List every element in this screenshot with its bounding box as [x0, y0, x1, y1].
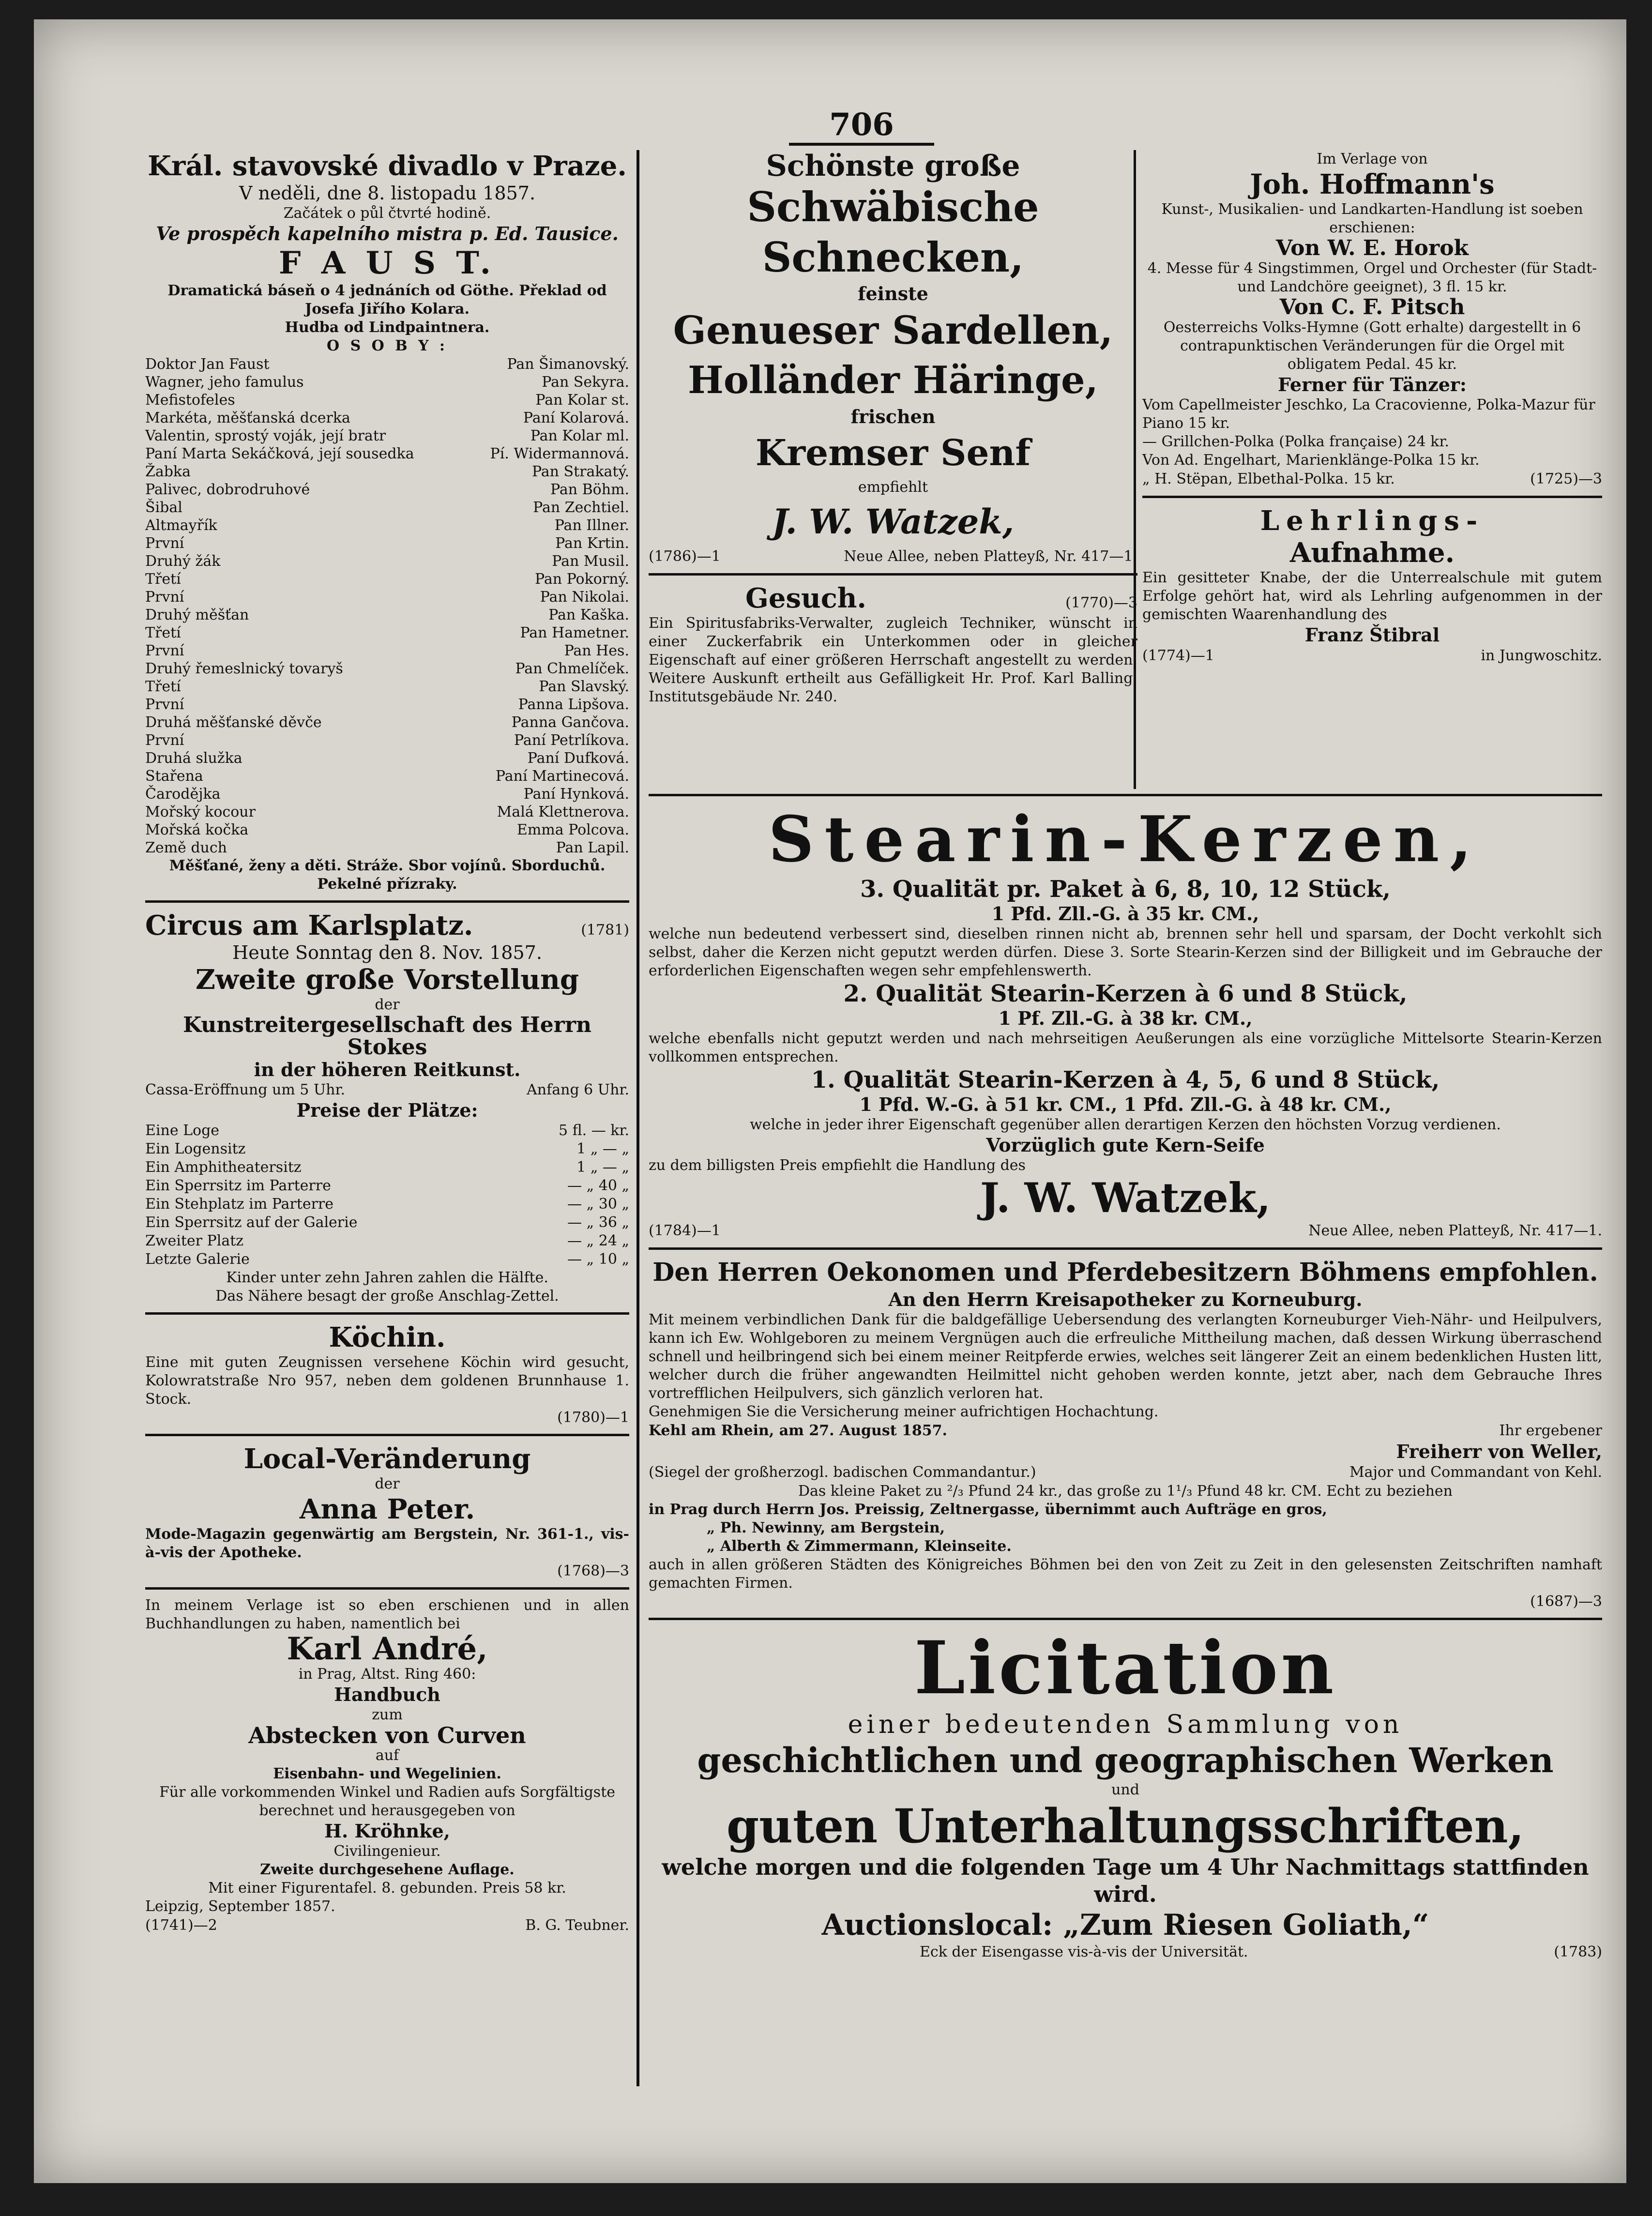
cast-actor: Paní Martinecová.	[495, 768, 629, 785]
oekonom-title: Den Herren Oekonomen und Pferdebesitzern Böhmens empfohlen.	[652, 1258, 1598, 1287]
cast-actor: Panna Gančova.	[511, 714, 629, 731]
oekonom-rank: Major und Commandant von Kehl.	[1349, 1464, 1602, 1481]
circus-company: Kunstreitergesellschaft des Herrn Stokes	[182, 1013, 592, 1060]
watzek-ref: (1786)—1	[649, 548, 721, 565]
kochin-text: Eine mit guten Zeugnissen versehene Köchin wird gesucht, Kolowratstraße Nro 957, neben dem goldenen Brunnhause 1. Stock.	[145, 1354, 629, 1408]
cast-actor: Pí. Widermannová.	[490, 445, 629, 462]
andre-book: Handbuch	[334, 1684, 440, 1705]
seat-type: Ein Sperrsitz auf der Galerie	[145, 1214, 358, 1231]
oekonom-price: Das kleine Paket zu ²/₃ Pfund 24 kr., das große zu 1¹/₃ Pfund 48 kr. CM. Echt zu beziehen	[798, 1483, 1453, 1500]
cast-role: Třetí	[145, 678, 181, 695]
licitation-title: Licitation	[914, 1625, 1337, 1711]
cast-actor: Panna Lipšova.	[518, 696, 629, 713]
andre-title: Abstecken von Curven	[248, 1722, 526, 1748]
cast-row	[145, 606, 629, 624]
lehrling-title: Lehrlings-	[1260, 505, 1485, 537]
hoffmann-dance: Vom Capellmeister Jeschko, La Cracovienne, Polka-Mazur für Piano 15 kr.	[1142, 396, 1595, 432]
licitation-line: Eck der Eisengasse vis-à-vis der Universität.	[920, 1943, 1248, 1960]
gesuch-ad	[649, 582, 1137, 706]
hoffmann-desc: Kunst-, Musikalien- und Landkarten-Handlung ist soeben erschienen:	[1161, 201, 1583, 236]
quality-price: 1 Pfd. W.-G. à 51 kr. CM., 1 Pfd. Zll.-G. à 48 kr. CM.,	[859, 1093, 1392, 1115]
theater-footer: Měšťané, ženy a děti. Stráže. Sbor vojínů. Sborduchů.	[169, 857, 606, 874]
cast-actor: Pan Krtin.	[555, 535, 629, 552]
andre-auf: auf	[375, 1747, 399, 1764]
hoffmann-ref: (1725)—3	[1530, 471, 1602, 487]
cast-actor: Pan Šimanovský.	[507, 356, 629, 373]
seat-type: Ein Stehplatz im Parterre	[145, 1196, 334, 1213]
cast-actor: Pan Illner.	[554, 517, 629, 534]
andre-author: H. Kröhnke,	[324, 1820, 450, 1842]
cast-role: Valentin, sprostý voják, její bratr	[145, 427, 386, 444]
lehrling-ref: (1774)—1	[1142, 647, 1214, 664]
cast-role: Čarodějka	[145, 786, 221, 803]
oekonom-sub: An den Herrn Kreisapotheker zu Korneuburg.	[888, 1289, 1363, 1310]
price-row	[145, 1122, 629, 1140]
ad-line: Holländer Häringe,	[688, 358, 1098, 402]
ad-line: frischen	[850, 406, 936, 427]
cast-role: Mefistofeles	[145, 392, 235, 409]
circus-title: Circus am Karlsplatz.	[145, 910, 473, 941]
price-row	[145, 1195, 629, 1214]
cast-row	[145, 588, 629, 606]
oekonom-ad	[649, 1257, 1602, 1611]
cast-actor: Paní Petrlíkova.	[514, 732, 629, 749]
andre-info: Mit einer Figurentafel. 8. gebunden. Preis 58 kr.	[208, 1880, 566, 1897]
cast-role: Druhý měšťan	[145, 607, 249, 623]
price-row	[145, 1232, 629, 1250]
seat-price: — „ 24 „	[567, 1232, 629, 1249]
theater-ad	[145, 150, 629, 894]
circus-open: Cassa-Eröffnung um 5 Uhr.	[145, 1081, 346, 1098]
circus-ad	[145, 910, 629, 1305]
stearin-ref: (1784)—1	[649, 1222, 721, 1239]
circus-der: der	[375, 996, 400, 1013]
cast-role: Doktor Jan Faust	[145, 356, 270, 373]
andre-intro: In meinem Verlage ist so eben erschienen und in allen Buchhandlungen zu haben, namentlich bei	[145, 1597, 629, 1632]
cast-role: Palivec, dobrodruhové	[145, 481, 310, 498]
cast-role: Třetí	[145, 624, 181, 641]
quality-line: 2. Qualität Stearin-Kerzen à 6 und 8 Stück,	[843, 980, 1408, 1007]
cast-actor: Pan Slavský.	[539, 678, 629, 695]
ad-line: empfiehlt	[858, 479, 928, 496]
circus-date: Heute Sonntag den 8. Nov. 1857.	[232, 942, 542, 963]
cast-row	[145, 409, 629, 427]
andre-ref: (1741)—2	[145, 1917, 217, 1934]
oekonom-tail: auch in allen größeren Städten des Königreiches Böhmen bei den von Zeit zu Zeit in den gelesensten Zeitschriften namhaft gemachten Firmen.	[649, 1556, 1602, 1592]
seat-type: Letzte Galerie	[145, 1251, 250, 1268]
cast-actor: Paní Kolarová.	[523, 410, 629, 426]
price-row	[145, 1214, 629, 1232]
licitation-line: Auctionslocal: „Zum Riesen Goliath,“	[821, 1908, 1429, 1942]
kochin-title: Köchin.	[329, 1321, 446, 1353]
andre-job: Civilingenieur.	[333, 1843, 441, 1860]
seat-price: — „ 30 „	[567, 1196, 629, 1213]
circus-note: Kinder unter zehn Jahren zahlen die Hälfte.	[226, 1269, 548, 1286]
andre-zum: zum	[372, 1706, 403, 1723]
ad-line: Schwäbische Schnecken,	[747, 183, 1039, 281]
seat-price: — „ 36 „	[567, 1214, 629, 1231]
hoffmann-ferner: Ferner für Tänzer:	[1278, 374, 1467, 395]
cast-role: Paní Marta Sekáčková, její sousedka	[145, 445, 414, 462]
cast-role: Mořský kocour	[145, 804, 256, 820]
cast-role: Třetí	[145, 571, 181, 588]
cast-actor: Pan Lapil.	[556, 839, 629, 856]
cast-role: Stařena	[145, 768, 203, 785]
seat-type: Ein Amphitheatersitz	[145, 1159, 302, 1176]
oekonom-place: Kehl am Rhein, am 27. August 1857.	[649, 1422, 947, 1439]
seife-line: Vorzüglich gute Kern-Seife	[986, 1134, 1265, 1156]
gesuch-ref: (1770)—3	[1065, 594, 1137, 611]
licitation-line: welche morgen und die folgenden Tage um 4 Uhr Nachmittags stattfinden wird.	[662, 1854, 1589, 1907]
oekonom-text: Mit meinem verbindlichen Dank für die baldgefällige Uebersendung des verlangten Korneuburger Vieh-Nähr- und Heilpulvers, kann ich Ew. Wohlgeboren zu meinem Vergnügen auch die erfreuliche Mittheilung machen, daß dessen Wirkung überraschend schnell und heilbringend sich bei einem meiner Reitpferde erwies, welches seit längerer Zeit an einem bedenklichen Husten litt, welcher durch die früher angewandten Heilmittel nicht gehoben werden konnte, jetzt aber, nach dem Gebrauche Ihres vortrefflichen Heilpulvers, sich gänzlich verloren hat.	[649, 1311, 1602, 1402]
hoffmann-intro: Im Verlage von	[1317, 151, 1428, 167]
cast-row	[145, 499, 629, 516]
andre-ad	[145, 1596, 629, 1935]
local-name: Anna Peter.	[299, 1493, 475, 1525]
price-row	[145, 1158, 629, 1177]
seat-type: Eine Loge	[145, 1122, 220, 1139]
stearin-watzek: J. W. Watzek,	[980, 1174, 1271, 1222]
quality-line: 3. Qualität pr. Paket à 6, 8, 10, 12 Stück,	[860, 876, 1391, 903]
cast-role: První	[145, 589, 184, 606]
hoffmann-dance: „ H. Stëpan, Elbethal-Polka. 15 kr.	[1142, 471, 1395, 487]
quality-price: 1 Pfd. Zll.-G. à 35 kr. CM.,	[991, 903, 1259, 925]
gesuch-title: Gesuch.	[745, 582, 867, 614]
cast-row	[145, 373, 629, 391]
andre-name: Karl André,	[287, 1631, 488, 1667]
quality-text: welche ebenfalls nicht geputzt werden und nach mehrseitigen Aeußerungen als eine vorzügliche Mittelsorte Stearin-Kerzen vollkommen entsprechen.	[649, 1030, 1602, 1065]
watzek-food-ad	[649, 150, 1137, 566]
oekonom-ref: (1687)—3	[1530, 1593, 1602, 1610]
theater-footer-2: Pekelné přízraky.	[317, 876, 457, 893]
middle-column	[649, 150, 1137, 706]
cast-role: Altmayřík	[145, 517, 217, 534]
cast-role: Země duch	[145, 839, 227, 856]
hoffmann-dance: — Grillchen-Polka (Polka française) 24 kr.	[1142, 433, 1449, 450]
cast-heading: O S O B Y :	[327, 337, 448, 354]
play-music: Hudba od Lindpaintnera.	[285, 319, 490, 336]
cast-role: Wagner, jeho famulus	[145, 374, 304, 391]
hoffmann-author: Von W. E. Horok	[1275, 236, 1469, 260]
cast-role: Mořská kočka	[145, 821, 249, 838]
prices-heading: Preise der Plätze:	[296, 1099, 478, 1121]
cast-role: První	[145, 696, 184, 713]
licitation-line: einer bedeutenden Sammlung von	[848, 1710, 1403, 1739]
watzek-addr: Neue Allee, neben Platteyß, Nr. 417—1.	[844, 548, 1137, 565]
kochin-ad	[145, 1321, 629, 1427]
hoffmann-author: Von C. F. Pitsch	[1279, 295, 1465, 319]
cast-role: Druhá měšťanské děvče	[145, 714, 322, 731]
lehrling-ad	[1142, 505, 1602, 666]
watzek-name: J. W. Watzek,	[772, 501, 1015, 542]
cast-actor: Paní Dufková.	[527, 750, 629, 767]
seat-type: Ein Sperrsitz im Parterre	[145, 1177, 331, 1194]
quality-text: welche in jeder ihrer Eigenschaft gegenüber allen derartigen Kerzen den höchsten Vorzug verdienen.	[750, 1116, 1501, 1133]
andre-desc: Für alle vorkommenden Winkel und Radien aufs Sorgfältigste berechnet und herausgegeben von	[159, 1784, 616, 1819]
play-title: F A U S T.	[279, 245, 496, 281]
cast-actor: Pan Nikolai.	[540, 589, 629, 606]
oekonom-dealer: „ Ph. Newinny, am Bergstein,	[707, 1519, 945, 1536]
andre-edition: Zweite durchgesehene Auflage.	[260, 1861, 515, 1878]
cast-role: Šibal	[145, 499, 182, 516]
stearin-addr: Neue Allee, neben Platteyß, Nr. 417—1.	[1308, 1222, 1602, 1239]
circus-art: in der höheren Reitkunst.	[254, 1059, 521, 1080]
cast-row	[145, 749, 629, 767]
cast-actor: Pan Pokorný.	[534, 571, 629, 588]
lehrling-place: in Jungwoschitz.	[1481, 647, 1602, 664]
cast-role: Markéta, měšťanská dcerka	[145, 410, 350, 426]
cast-actor: Pan Strakatý.	[531, 463, 629, 480]
ad-line: Schönste große	[766, 149, 1020, 183]
andre-publisher: B. G. Teubner.	[525, 1917, 629, 1934]
oekonom-dealer: „ Alberth & Zimmermann, Kleinseite.	[707, 1538, 1012, 1555]
cast-row	[145, 391, 629, 409]
cast-actor: Malá Klettnerova.	[497, 804, 629, 820]
local-title: Local-Veränderung	[243, 1443, 531, 1475]
cast-row	[145, 642, 629, 660]
hoffmann-ad	[1142, 150, 1602, 489]
right-column	[1142, 150, 1602, 666]
cast-role: První	[145, 642, 184, 659]
newspaper-page	[34, 19, 1626, 2183]
cast-row	[145, 696, 629, 713]
oekonom-dealer: in Prag durch Herrn Jos. Preissig, Zeltnergasse, übernimmt auch Aufträge en gros,	[649, 1501, 1327, 1518]
price-row	[145, 1177, 629, 1195]
cast-row	[145, 731, 629, 749]
cast-row	[145, 427, 629, 445]
local-der: der	[375, 1475, 400, 1492]
oekonom-siegel: (Siegel der großherzogl. badischen Commandantur.)	[649, 1464, 1036, 1481]
oekonom-greet: Genehmigen Sie die Versicherung meiner aufrichtigen Hochachtung.	[649, 1403, 1159, 1420]
cast-actor: Pan Chmelíček.	[515, 660, 629, 677]
cast-actor: Pan Zechtiel.	[533, 499, 629, 516]
cast-actor: Emma Polcova.	[516, 821, 629, 838]
quality-price: 1 Pf. Zll.-G. à 38 kr. CM.,	[998, 1007, 1253, 1029]
theater-date: V neděli, dne 8. listopadu 1857.	[239, 182, 536, 204]
licitation-ad	[649, 1627, 1602, 1962]
seat-type: Ein Logensitz	[145, 1140, 246, 1157]
cast-row	[145, 767, 629, 785]
cast-row	[145, 624, 629, 642]
seife-text: zu dem billigsten Preis empfiehlt die Handlung des	[649, 1157, 1026, 1174]
page-number: 706	[789, 106, 934, 146]
cast-row	[145, 355, 629, 373]
theater-start: Začátek o půl čtvrté hodině.	[283, 205, 491, 222]
cast-row	[145, 660, 629, 678]
circus-ref: (1781)	[581, 922, 629, 939]
stearin-ad	[649, 803, 1602, 1241]
cast-row	[145, 821, 629, 839]
cast-actor: Paní Hynková.	[523, 786, 629, 803]
theater-title: Král. stavovské divadlo v Praze.	[148, 150, 627, 182]
cast-row	[145, 445, 629, 463]
column-rule-left	[637, 150, 639, 2086]
cast-row	[145, 516, 629, 534]
cast-list	[145, 355, 629, 857]
oekonom-signer: Freiherr von Weller,	[1396, 1441, 1602, 1462]
cast-actor: Pan Sekyra.	[542, 374, 629, 391]
cast-row	[145, 481, 629, 499]
cast-actor: Pan Kolar st.	[535, 392, 629, 409]
local-ad	[145, 1443, 629, 1580]
price-row	[145, 1140, 629, 1158]
andre-place: Leipzig, September 1857.	[145, 1898, 335, 1915]
seat-price: — „ 40 „	[567, 1177, 629, 1194]
stearin-title: Stearin-Kerzen,	[768, 802, 1483, 876]
cast-role: Druhý žák	[145, 553, 221, 570]
theater-benefit: Ve prospěch kapelního mistra p. Ed. Tausice.	[156, 223, 619, 244]
circus-note-2: Das Nähere besagt der große Anschlag-Zettel.	[215, 1288, 559, 1305]
hoffmann-work: Oesterreichs Volks-Hymne (Gott erhalte) dargestellt in 6 contrapunktischen Veränderungen für die Orgel mit obligatem Pedal. 45 kr.	[1163, 319, 1581, 373]
cast-actor: Pan Kaška.	[548, 607, 629, 623]
cast-role: Žabka	[145, 463, 191, 480]
cast-role: První	[145, 535, 184, 552]
cast-row	[145, 552, 629, 570]
play-desc: Dramatická báseň o 4 jednáních od Göthe. Překlad od Josefa Jiřího Kolara.	[167, 282, 607, 318]
ad-line: feinste	[858, 283, 928, 304]
cast-row	[145, 534, 629, 552]
local-text: Mode-Magazin gegenwärtig am Bergstein, Nr. 361-1., vis-à-vis der Apotheke.	[145, 1526, 629, 1561]
price-list	[145, 1122, 629, 1269]
licitation-und: und	[1111, 1781, 1139, 1798]
cast-row	[145, 463, 629, 481]
cast-actor: Pan Kolar ml.	[530, 427, 629, 444]
cast-row	[145, 713, 629, 731]
oekonom-yours: Ihr ergebener	[1499, 1422, 1602, 1439]
circus-headline: Zweite große Vorstellung	[196, 964, 579, 996]
quality-line: 1. Qualität Stearin-Kerzen à 4, 5, 6 und 8 Stück,	[811, 1066, 1440, 1093]
cast-actor: Pan Musil.	[552, 553, 629, 570]
lehrling-title-2: Aufnahme.	[1289, 537, 1455, 569]
hoffmann-work: 4. Messe für 4 Singstimmen, Orgel und Orchester (für Stadt- und Landchöre geeignet), 3 fl. 15 kr.	[1147, 260, 1597, 295]
cast-role: První	[145, 732, 184, 749]
hoffmann-dance: Von Ad. Engelhart, Marienklänge-Polka 15 kr.	[1142, 452, 1480, 469]
kochin-ref: (1780)—1	[557, 1409, 629, 1426]
licitation-ref: (1783)	[1554, 1943, 1602, 1960]
cast-row	[145, 839, 629, 857]
seat-type: Zweiter Platz	[145, 1232, 244, 1249]
cast-role: Druhá služka	[145, 750, 242, 767]
andre-addr: in Prag, Altst. Ring 460:	[298, 1666, 476, 1683]
licitation-line: guten Unterhaltungsschriften,	[727, 1799, 1524, 1853]
circus-start: Anfang 6 Uhr.	[527, 1081, 629, 1098]
cast-row	[145, 570, 629, 588]
andre-sub: Eisenbahn- und Wegelinien.	[273, 1765, 501, 1782]
left-column	[145, 150, 629, 1935]
licitation-line: geschichtlichen und geographischen Werken	[697, 1740, 1554, 1780]
cast-actor: Pan Böhm.	[550, 481, 629, 498]
lehrling-text: Ein gesitteter Knabe, der die Unterrealschule mit gutem Erfolge gehört hat, wird als Lehrling aufgenommen in der gemischten Waarenhandlung des	[1142, 569, 1602, 623]
local-ref: (1768)—3	[557, 1563, 629, 1579]
cast-row	[145, 803, 629, 821]
cast-actor: Pan Hametner.	[520, 624, 629, 641]
price-row	[145, 1250, 629, 1269]
ad-line: Kremser Senf	[755, 432, 1031, 474]
cast-row	[145, 785, 629, 803]
seat-price: — „ 10 „	[567, 1251, 629, 1268]
quality-text: welche nun bedeutend verbessert sind, dieselben rinnen nicht ab, brennen sehr hell und sparsam, der Docht verkohlt sich selbst, daher die Kerzen nicht geputzt werden dürfen. Diese 3. Sorte Stearin-Kerzen sind der Billigkeit und im Gebrauche der erforderlichen Eigenschaften wegen sehr empfehlenswerth.	[649, 926, 1602, 979]
wide-section	[649, 794, 1602, 1962]
gesuch-text: Ein Spiritusfabriks-Verwalter, zugleich Techniker, wünscht in einer Zuckerfabrik ein Unterkommen oder in gleicher Eigenschaft auf einer größeren Herrschaft angestellt zu werden. Weitere Auskunft ertheilt aus Gefälligkeit Hr. Prof. Karl Balling, Institutsgebäude Nr. 240.	[649, 615, 1137, 705]
cast-actor: Pan Hes.	[564, 642, 629, 659]
cast-role: Druhý řemeslnický tovaryš	[145, 660, 343, 677]
seat-price: 1 „ — „	[576, 1140, 629, 1157]
cast-row	[145, 678, 629, 696]
seat-price: 1 „ — „	[576, 1159, 629, 1176]
hoffmann-name: Joh. Hoffmann's	[1250, 168, 1495, 200]
ad-line: Genueser Sardellen,	[673, 307, 1113, 353]
seat-price: 5 fl. — kr.	[558, 1122, 629, 1139]
lehrling-name: Franz Štibral	[1304, 624, 1440, 646]
